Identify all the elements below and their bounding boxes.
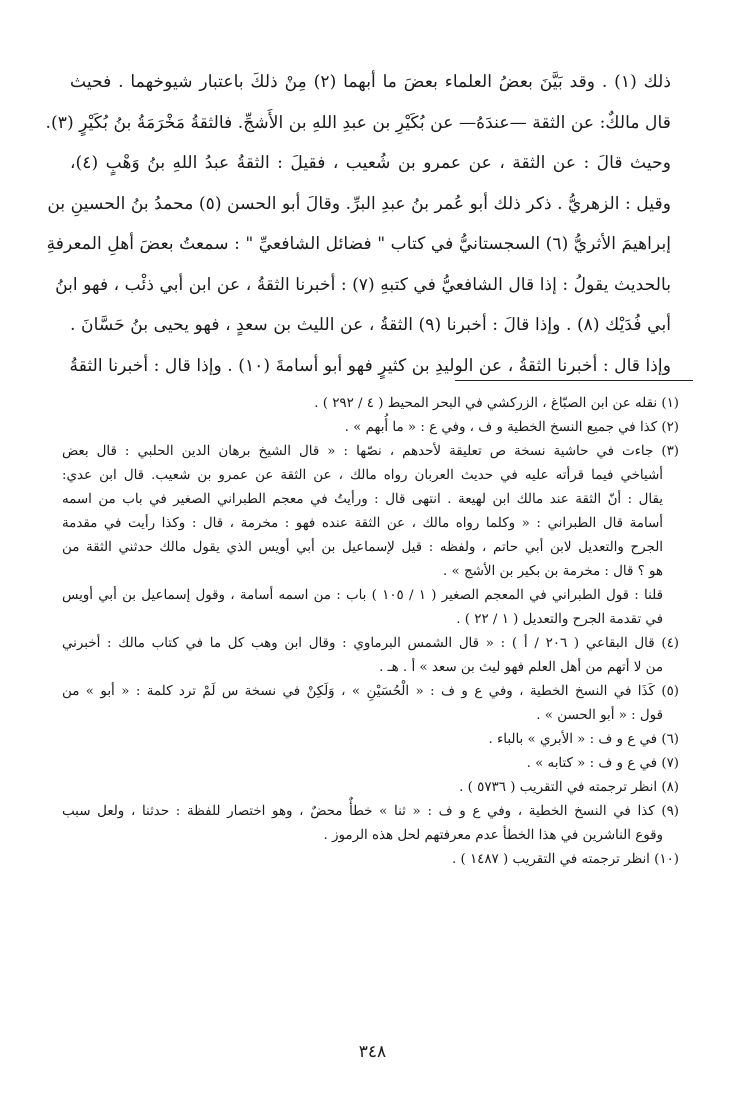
footnote-line: يقال : أنّ الثقة عند مالك ابن لهيعة . انتهى قال : ورأيتُ في معجم الطبراني الصغير في باب من اسمه [62,492,663,507]
footnote-line: (٢) كذا في جميع النسخ الخطية و ف ، وفي ع : « ما أُبهم » . [344,420,679,435]
footnote-line: (٥) كَذَا في النسخ الخطية ، وفي ع و ف : « الْحُسَيْنِ » ، وَلَكِنْ في نسخة س لَمْ ترد كلمة : « أبو » من [62,684,679,699]
footnote-line: (٨) انظر ترجمته في التقريب ( ٥٧٣٦ ) . [459,780,679,795]
text-line: ذلك (١) . وقد بَيَّنَ بعضُ العلماء بعضَ ما أبهما (٢) مِنْ ذلكَ باعتبار شيوخهما . فحيث [70,72,671,92]
footnote-separator [455,380,693,381]
footnote-line: (١) نقله عن ابن الصبّاغ ، الزركشي في البحر المحيط ( ٤ / ٢٩٢ ) . [314,396,679,411]
text-line: أبي فُدَيْك (٨) . وإذا قالَ : أخبرنا (٩) الثقةُ ، عن الليث بن سعدٍ ، فهو يحيى بنُ حَسَّانَ . [70,315,672,335]
footnote-line: (١٠) انظر ترجمته في التقريب ( ١٤٨٧ ) . [451,852,679,867]
footnote-line: وقوع الناشرين في هذا الخطأ عدم معرفتهم لحل هذه الرموز . [323,828,663,843]
footnote-line: قلنا : قول الطبراني في المعجم الصغير ( ١ / ١٠٥ ) باب : من اسمه أسامة ، وقول إسماعيل بن أبي أويس [62,588,663,603]
footnote-line: أشياخي فيما قرأته عليه في حديث العربان رواه مالك ، عن الثقة عن عمرو بن شعيب. قال ابن عدي: [62,468,663,483]
footnote-line: (٧) في ع و ف : « كتابه » . [526,756,679,771]
footnote-line: من لا أتهم من أهل العلم فهو ليث بن سعد » أ . هـ . [379,660,663,675]
page-number: ٣٤٨ [358,1042,387,1062]
text-line: بالحديث يقولُ : إذا قال الشافعيُّ في كتبهِ (٧) : أخبرنا الثقةُ ، عن ابن أبي ذئْب ، فهو ابنُ [55,274,671,295]
footnote-line: أسامة قال الطبراني : « وكلما رواه مالك ، عن الثقة عنده فهو : مخرمة ، قال : وكذا رأيت في مقدمة [62,516,663,531]
footnote-line: قول : « أبو الحسن » . [536,708,663,723]
text-line: وقيل : الزهريُّ . ذكر ذلك أبو عُمر بنُ عبدِ البرِّ. وقالَ أبو الحسن (٥) محمدُ بنُ الحسينِ بن [47,193,671,214]
text-line: قال مالكٌ: عن الثقة —عندَهُ— عن بُكَيْرِ بن عبدِ اللهِ بن الأَشجِّ. فالثقةُ مَخْرَمَةُ بنُ بُكَيْرٍ (٣). [45,112,671,133]
footnotes [62,392,679,872]
main-text [45,62,672,386]
footnote-line: الجرح والتعديل لابن أبي حاتم ، ولفظه : قيل لإسماعيل بن أبي أويس الذي يقول مالك حدثني الثقة من [62,540,663,555]
footnote-line: (٦) في ع و ف : « الأبري » بالباء . [488,732,679,747]
text-line: وإذا قال : أخبرنا الثقةُ ، عن الوليدِ بن كثيرٍ فهو أبو أسامةَ (١٠) . وإذا قال : أخبرنا الثقةُ [69,355,671,376]
footnote-line: (٩) كذا في النسخ الخطية ، وفي ع و ف : « ثنا » خطأٌ محضٌ ، وهو اختصار للفظة : حدثنا ، ولعل سبب [62,804,679,819]
text-line: إبراهيمَ الأثريُّ (٦) السجستانيُّ في كتاب " فضائل الشافعيِّ " : سمعتُ بعضَ أهلِ المعرفةِ [46,234,671,254]
footnote-line: (٣) جاءت في حاشية نسخة ص تعليقة لأحدهم ، نصّها : « قال الشيخ برهان الدين الحلبي : قال بعض [62,444,679,459]
footnote-line: هو ؟ قال : مخرمة بن بكير بن الأشج » . [443,564,663,579]
footnote-line: (٤) قال البقاعي ( ٢٠٦ / أ ) : « قال الشمس البرماوي : وقال ابن وهب كل ما في كتاب مالك : أخبرني [62,636,679,651]
footnote-line: في تقدمة الجرح والتعديل ( ١ / ٢٢ ) . [456,612,663,627]
text-line: وحيث قالَ : عن الثقة ، عن عمرو بن شُعيب ، فقيلَ : الثقةُ عبدُ اللهِ بنُ وَهْبٍ (٤)، [70,153,671,173]
